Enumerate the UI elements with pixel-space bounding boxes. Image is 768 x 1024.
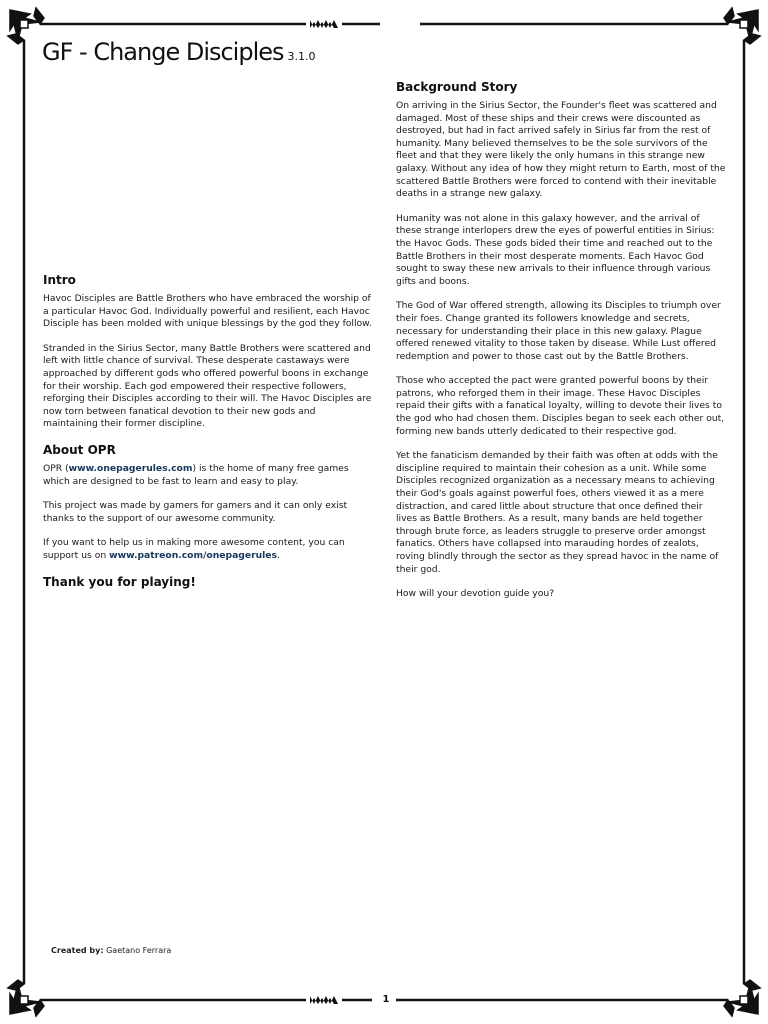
intro-paragraph: Havoc Disciples are Battle Brothers who have embraced the worship of a particular Havoc God. Individually powerful and resilient, each Havoc Disciple has been molded with unique blessings by the god they follow.	[43, 293, 372, 330]
corner-ornament-top-right	[724, 8, 760, 44]
intro-paragraph: Stranded in the Sirius Sector, many Battle Brothers were scattered and left with little chance of survival. These desperate castaways were approached by different gods who offered powerful boons in exchange for their worship. Each god empowered their respective followers, reforging their Disciples according to their will. The Havoc Disciples are now torn between fanatical devotion to their new gods and maintaining their former discipline.	[43, 342, 372, 430]
credits-name: Gaetano Ferrara	[106, 946, 172, 955]
page-number: 1	[382, 994, 390, 1005]
about-section	[43, 443, 373, 589]
about-paragraph	[43, 463, 373, 488]
about-heading: About OPR	[43, 442, 116, 457]
right-column	[396, 80, 726, 613]
about-text: OPR (	[43, 462, 69, 474]
background-paragraph: Those who accepted the pact were granted powerful boons by their patrons, who reforged them in their image. These Havoc Disciples repaid their gifts with a fanatical loyalty, willing to devote their lives to the god who had chosen them. Disciples began to seek each other out, forming new bands utterly dedicated to their respective god.	[396, 375, 725, 437]
background-paragraph: Yet the fanaticism demanded by their faith was often at odds with the discipline required to maintain their cohesion as a unit. While some Disciples recognized organization as a necessary means to achieving their God's goals against powerful foes, others viewed it as a mere distraction, and cared little about structure that once defined their lives as Battle Brothers. As a result, many bands are held together through brute force, as leaders struggle to preserve order amongst fanatics. Others have collapsed into marauding hordes of zealots, roving blindly through the sector as they spread havoc in the name of their god.	[396, 450, 719, 575]
about-paragraph	[43, 537, 373, 562]
about-text: If you want to help us in making more awesome content, you can support us on	[43, 537, 345, 561]
left-column	[43, 273, 373, 589]
background-paragraph: How will your devotion guide you?	[396, 588, 555, 600]
about-paragraph: This project was made by gamers for gamers and it can only exist thanks to the support of our awesome community.	[43, 500, 348, 524]
border-top-ornament	[310, 20, 338, 28]
intro-heading: Intro	[43, 273, 76, 287]
about-text: ) is the home of many free games which are designed to be fast to learn and easy to play.	[43, 462, 349, 487]
border-bottom-ornament	[310, 996, 338, 1004]
about-text: .	[277, 549, 280, 561]
thanks-heading: Thank you for playing!	[43, 574, 196, 589]
corner-ornament-bottom-right	[724, 980, 760, 1016]
intro-section	[43, 273, 373, 431]
credits	[51, 946, 171, 955]
page-title	[42, 38, 316, 66]
credits-label: Created by:	[51, 946, 104, 955]
background-paragraph: Humanity was not alone in this galaxy however, and the arrival of these strange interlopers drew the eyes of powerful entities in Sirius: the Havoc Gods. These gods bided their time and reached out to the Battle Brothers in their most desperate moments. Each Havoc God sought to sway these new arrivals to their influence through various gifts and boons.	[396, 212, 715, 287]
background-paragraph: The God of War offered strength, allowing its Disciples to triumph over their foes. Change granted its followers knowledge and secrets, necessary for understanding their place in this new galaxy. Plague offered renewed vitality to those taken by disease. While Lust offered redemption and power to those cast out by the Battle Brothers.	[396, 300, 721, 362]
background-section	[396, 80, 726, 601]
background-heading: Background Story	[396, 80, 518, 94]
corner-ornament-bottom-left	[8, 980, 44, 1016]
version-label: 3.1.0	[287, 50, 316, 63]
corner-ornament-top-left	[8, 8, 44, 44]
opr-website-link[interactable]: www.onepagerules.com	[68, 462, 193, 474]
background-paragraph: On arriving in the Sirius Sector, the Founder's fleet was scattered and damaged. Most of these ships and their crews were discounted as destroyed, but had in fact arrived safely in Sirius far from the rest of humanity. Many believed themselves to be the sole survivors of the fleet and that they were likely the only humans in this strange new galaxy. Without any idea of how they might return to Earth, most of the scattered Battle Brothers were forced to contend with their inevitable deaths in a strange new galaxy.	[396, 100, 726, 200]
patreon-link[interactable]: www.patreon.com/onepagerules	[109, 549, 278, 561]
title-text: GF - Change Disciples	[42, 38, 284, 66]
